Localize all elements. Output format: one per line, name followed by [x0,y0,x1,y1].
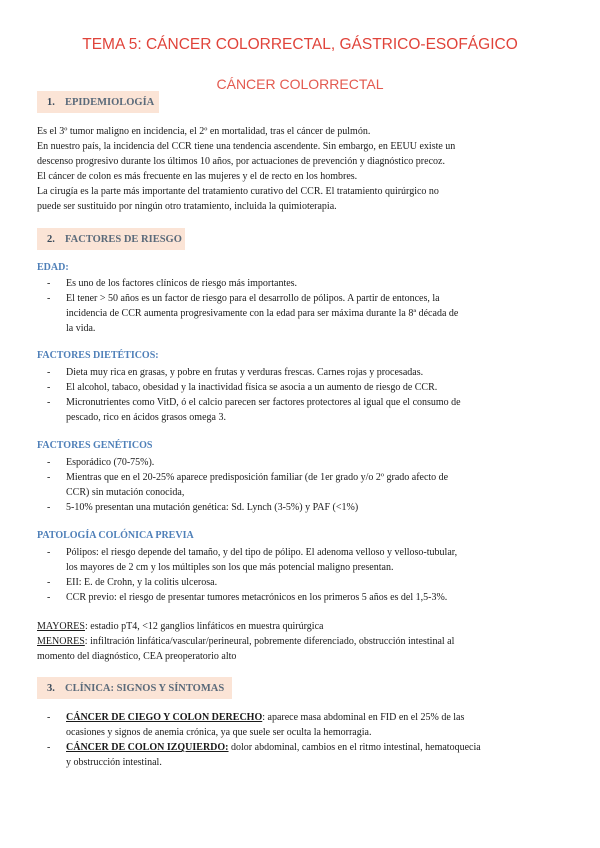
list-item [37,365,527,380]
section-number: 1. [47,96,55,108]
list-item-text: los mayores de 2 cm y los múltiples son los que más potencial maligno presentan. [66,562,394,573]
list-item [37,276,527,291]
dieteticos-list [37,365,527,425]
list-item-text: CCR) sin mutación conocida, [66,487,185,498]
dash-bullet: - [47,592,51,603]
section-heading-factores-riesgo [37,228,185,250]
dash-bullet: - [47,472,51,483]
list-item-text: pescado, rico en ácidos grasos omega 3. [66,412,226,423]
page-title: TEMA 5: CÁNCER COLORRECTAL, GÁSTRICO-ESOFÁGICO [82,36,518,53]
mayores-line [37,619,527,634]
subheading-dieteticos: FACTORES DIETÉTICOS: [37,350,159,361]
clinica-label: CÁNCER DE CIEGO Y COLON DERECHO [66,712,263,723]
geneticos-list [37,455,527,515]
paragraph-line: descenso progresivo durante los últimos 10 años, por actuaciones de prevención y diagnóstico precoz. [37,156,445,167]
list-item-text: El tener > 50 años es un factor de riesgo para el desarrollo de pólipos. A partir de entonces, la [66,293,440,304]
clinica-list [37,710,527,770]
section-heading-epidemiologia [37,91,159,113]
mayores-text: : estadio pT4, <12 ganglios linfáticos en muestra quirúrgica [84,621,324,632]
list-item-text: Mientras que en el 20-25% aparece predisposición familiar (de 1er grado y/o 2º grado afecto de [66,472,449,483]
subheading-edad: EDAD: [37,262,69,273]
paragraph-line: puede ser sustituido por ningún otro tratamiento, incluida la quimioterapia. [37,201,337,212]
section-number: 3. [47,682,55,694]
patologia-list [37,545,527,605]
list-item [37,380,527,395]
list-item-text: y obstrucción intestinal. [66,757,162,768]
list-item [37,455,527,470]
list-item-text: ocasiones y signos de anemia crónica, ya que suele ser oculta la hemorragia. [66,727,372,738]
list-item-text: Dieta muy rica en grasas, y pobre en frutas y verduras frescas. Carnes rojas y procesadas. [66,367,424,378]
section-label: FACTORES DE RIESGO [65,233,182,245]
list-item-text: la vida. [66,323,96,334]
list-item-text [66,710,527,725]
epidemiologia-text [37,124,527,214]
subheading-geneticos: FACTORES GENÉTICOS [37,440,153,451]
list-item [37,500,527,515]
section-label: EPIDEMIOLOGÍA [65,96,155,108]
dash-bullet: - [47,382,51,393]
mayores-label: MAYORES [37,621,85,632]
list-item-text: Esporádico (70-75%). [66,457,155,468]
list-item-text: Es uno de los factores clínicos de riesgo más importantes. [66,278,298,289]
dash-bullet: - [47,293,51,304]
menores-line-2: momento del diagnóstico, CEA preoperatorio alto [37,651,237,662]
section-label: CLÍNICA: SIGNOS Y SÍNTOMAS [65,682,225,694]
dash-bullet: - [47,367,51,378]
section-heading-clinica [37,677,232,699]
dash-bullet: - [47,742,51,753]
list-item-text: Pólipos: el riesgo depende del tamaño, y del tipo de pólipo. El adenoma velloso y velloso-tubular, [66,547,458,558]
dash-bullet: - [47,278,51,289]
dash-bullet: - [47,502,51,513]
list-item-text: CCR previo: el riesgo de presentar tumores metacrónicos en los primeros 5 años es del 1,5-3%. [66,592,448,603]
dash-bullet: - [47,547,51,558]
menores-text: : infiltración linfática/vascular/perineural, pobremente diferenciado, obstrucción intestinal al [84,636,455,647]
list-item-text: EII: E. de Crohn, y la colitis ulcerosa. [66,577,218,588]
dash-bullet: - [47,577,51,588]
list-item-text: Micronutrientes como VitD, ó el calcio parecen ser factores protectores al igual que el consumo de [66,397,461,408]
list-item-text: El alcohol, tabaco, obesidad y la inactividad física se asocia a un aumento de riesgo de CCR. [66,382,438,393]
list-item-text: 5-10% presentan una mutación genética: Sd. Lynch (3-5%) y PAF (<1%) [66,502,359,513]
clinica-text: : aparece masa abdominal en FID en el 25% de las [262,712,465,723]
dash-bullet: - [47,712,51,723]
list-item-text [66,740,527,755]
menores-line [37,634,527,649]
dash-bullet: - [47,457,51,468]
list-item [37,470,527,500]
clinica-text: dolor abdominal, cambios en el ritmo intestinal, hematoquecia [228,742,481,753]
paragraph-line: El cáncer de colon es más frecuente en las mujeres y el de recto en los hombres. [37,171,358,182]
list-item [37,545,527,575]
list-item [37,291,527,336]
paragraph-line: En nuestro país, la incidencia del CCR tiene una tendencia ascendente. Sin embargo, en EEUU existe un [37,141,456,152]
dash-bullet: - [47,397,51,408]
page-subtitle: CÁNCER COLORRECTAL [216,76,384,92]
edad-list [37,276,527,336]
list-item [37,740,527,770]
list-item [37,710,527,740]
list-item [37,395,527,425]
clinica-label: CÁNCER DE COLON IZQUIERDO: [66,742,229,753]
prognostic-factors [37,619,527,664]
list-item [37,575,527,590]
section-number: 2. [47,233,55,245]
menores-label: MENORES [37,636,85,647]
list-item [37,590,527,605]
subheading-patologia: PATOLOGÍA COLÓNICA PREVIA [37,530,194,541]
list-item-text: incidencia de CCR aumenta progresivamente con la edad para ser máxima durante la 8ª década de [66,308,459,319]
paragraph-line: Es el 3º tumor maligno en incidencia, el 2º en mortalidad, tras el cáncer de pulmón. [37,126,371,137]
paragraph-line: La cirugía es la parte más importante del tratamiento curativo del CCR. El tratamiento quirúrgico no [37,186,439,197]
